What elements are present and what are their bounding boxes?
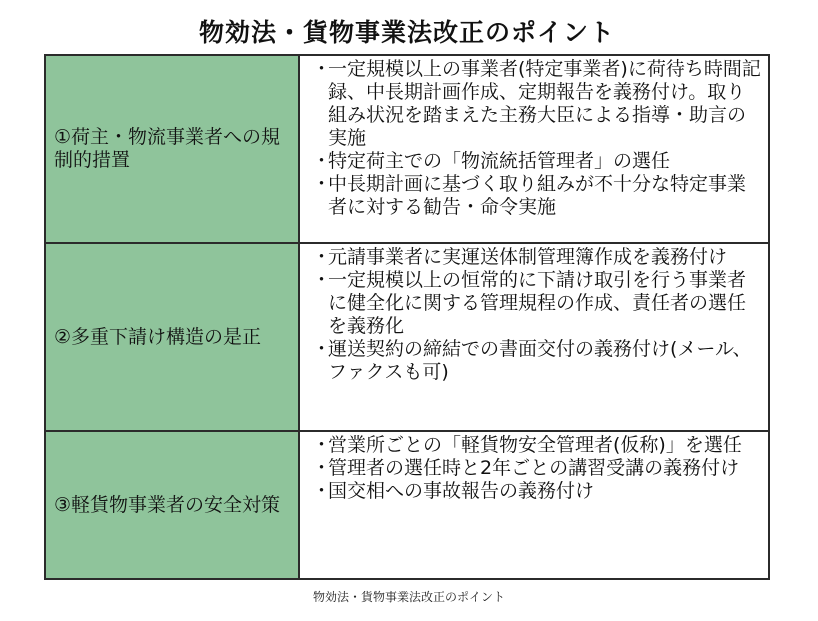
category-cell: ①荷主・物流事業者への規制的措置 [45, 55, 299, 243]
points-table [44, 54, 770, 580]
list-item [308, 480, 762, 503]
bullet-icon: ・ [312, 58, 332, 80]
bullet-icon: ・ [312, 150, 332, 172]
table-row [45, 55, 769, 243]
bullet-icon: ・ [312, 269, 332, 291]
list-item [308, 457, 762, 480]
category-cell: ②多重下請け構造の是正 [45, 243, 299, 431]
bullet-icon: ・ [312, 246, 332, 268]
list-item-text: 管理者の選任時と2年ごとの講習受講の義務付け [328, 457, 740, 479]
figure-title: 物効法・貨物事業法改正のポイント [198, 18, 615, 47]
list-item [308, 246, 762, 269]
list-item-text: 特定荷主での「物流統括管理者」の選任 [328, 150, 671, 172]
list-item-text: 営業所ごとの「軽貨物安全管理者(仮称)」を選任 [328, 434, 742, 456]
bullet-icon: ・ [312, 173, 332, 195]
details-cell [299, 431, 769, 579]
category-cell: ③軽貨物事業者の安全対策 [45, 431, 299, 579]
list-item-text: 元請事業者に実運送体制管理簿作成を義務付け [328, 246, 728, 268]
list-item [308, 173, 762, 219]
list-item [308, 338, 762, 384]
list-item-text: 中長期計画に基づく取り組みが不十分な特定事業者に対する勧告・命令実施 [328, 173, 747, 218]
bullet-icon: ・ [312, 480, 332, 502]
details-cell [299, 55, 769, 243]
figure [44, 14, 770, 516]
list-item-text: 国交相への事故報告の義務付け [328, 480, 595, 502]
bullet-list [308, 434, 762, 503]
list-item [308, 269, 762, 338]
list-item-text: 一定規模以上の恒常的に下請け取引を行う事業者に健全化に関する管理規程の作成、責任者の選任を義務化 [328, 269, 747, 337]
list-item-text: 運送契約の締結での書面交付の義務付け(メール、ファクスも可) [328, 338, 752, 383]
list-item [308, 58, 762, 150]
details-cell [299, 243, 769, 431]
list-item [308, 150, 762, 173]
bullet-icon: ・ [312, 338, 332, 360]
list-item [308, 434, 762, 457]
list-item-text: 一定規模以上の事業者(特定事業者)に荷待ち時間記録、中長期計画作成、定期報告を義務付け。取り組み状況を踏まえた主務大臣による指導・助言の実施 [328, 58, 761, 149]
bullet-icon: ・ [312, 434, 332, 456]
table-row [45, 431, 769, 579]
bullet-icon: ・ [312, 457, 332, 479]
image-caption: 物効法・貨物事業法改正のポイント [312, 590, 505, 604]
table-row [45, 243, 769, 431]
bullet-list [308, 246, 762, 384]
bullet-list [308, 58, 762, 219]
